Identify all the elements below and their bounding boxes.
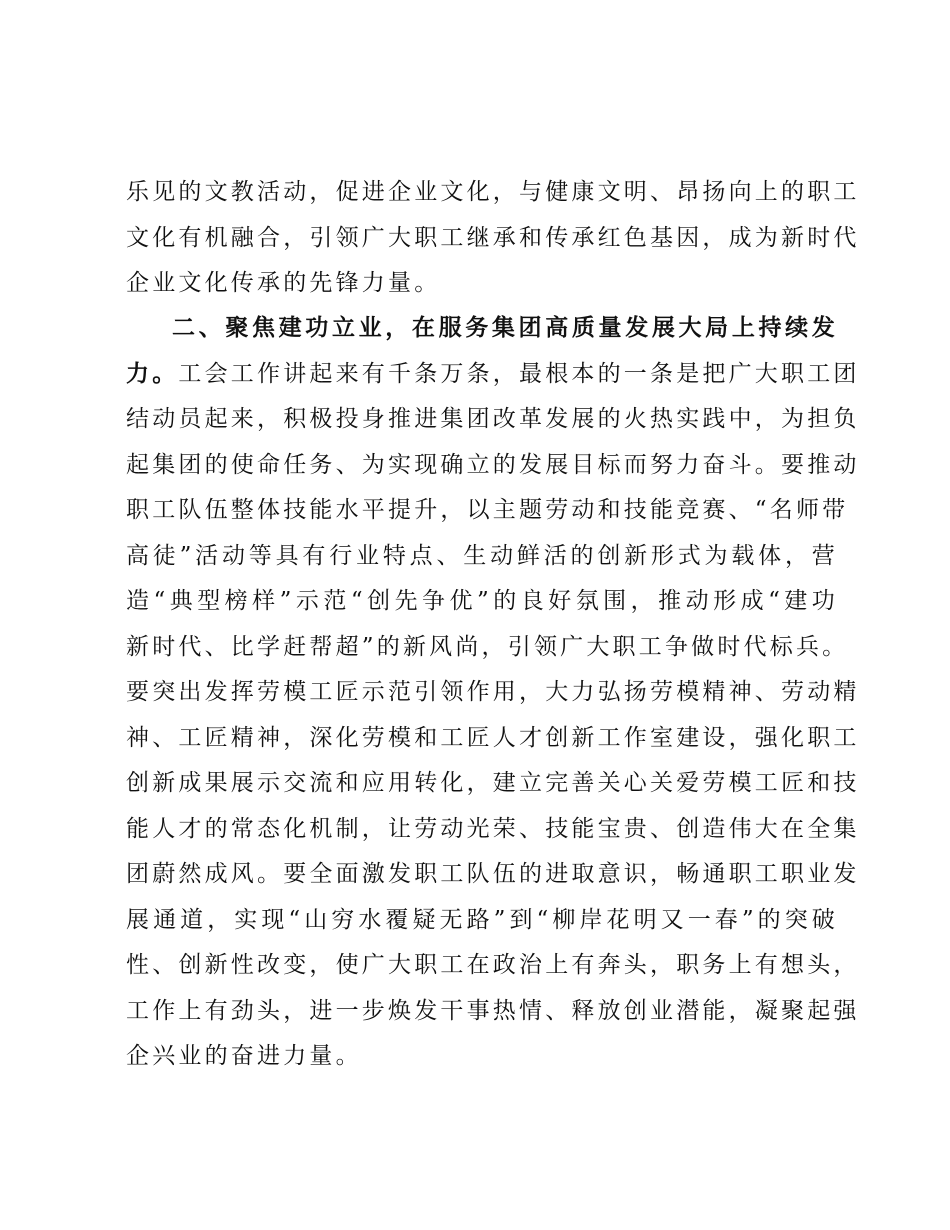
paragraph-line: 性、创新性改变，使广大职工在政治上有奔头，职务上有想头，	[126, 952, 860, 978]
paragraph-line: 工作上有劲头，进一步焕发干事热情、释放创业潜能，凝聚起强	[126, 997, 860, 1024]
paragraph-line: 展通道，实现“山穷水覆疑无路”到“柳岸花明又一春”的突破	[126, 906, 838, 933]
paragraph-line-text: 工会工作讲起来有千条万条，最根本的一条是把广大职工团	[178, 360, 860, 387]
paragraph-line: 高徒”活动等具有行业特点、生动鲜活的创新形式为载体，营	[126, 542, 838, 569]
paragraph-line: 文化有机融合，引领广大职工继承和传承红色基因，成为新时代	[126, 224, 860, 251]
paragraph-line: 结动员起来，积极投身推进集团改革发展的火热实践中，为担负	[126, 406, 860, 432]
paragraph-line: 起集团的使命任务、为实现确立的发展目标而努力奋斗。要推动	[126, 451, 860, 478]
paragraph-2	[126, 306, 860, 1080]
paragraph-line: 乐见的文教活动，促进企业文化，与健康文明、昂扬向上的职工	[126, 179, 860, 205]
paragraph-line: 职工队伍整体技能水平提升，以主题劳动和技能竞赛、“名师带	[126, 497, 849, 523]
paragraph-line: 团蔚然成风。要全面激发职工队伍的进取意识，畅通职工职业发	[126, 861, 860, 887]
paragraph-line: 企兴业的奋进力量。	[126, 1043, 362, 1069]
paragraph-line: 能人才的常态化机制，让劳动光荣、技能宝贵、创造伟大在全集	[126, 815, 860, 842]
paragraph-line: 企业文化传承的先锋力量。	[126, 270, 441, 296]
section-heading-end: 力。	[126, 360, 179, 387]
paragraph-1	[126, 170, 860, 307]
paragraph-line: 造“典型榜样”示范“创先争优”的良好氛围，推动形成“建功	[126, 588, 838, 614]
paragraph-line: 新时代、比学赶帮超”的新风尚，引领广大职工争做时代标兵。	[126, 633, 849, 660]
section-heading: 二、聚焦建功立业，在服务集团高质量发展大局上持续发	[172, 315, 838, 341]
paragraph-line: 要突出发挥劳模工匠示范引领作用，大力弘扬劳模精神、劳动精	[126, 679, 860, 705]
paragraph-line: 创新成果展示交流和应用转化，建立完善关心关爱劳模工匠和技	[126, 770, 860, 796]
paragraph-line	[126, 352, 860, 398]
paragraph-line: 神、工匠精神，深化劳模和工匠人才创新工作室建设，强化职工	[126, 724, 860, 751]
